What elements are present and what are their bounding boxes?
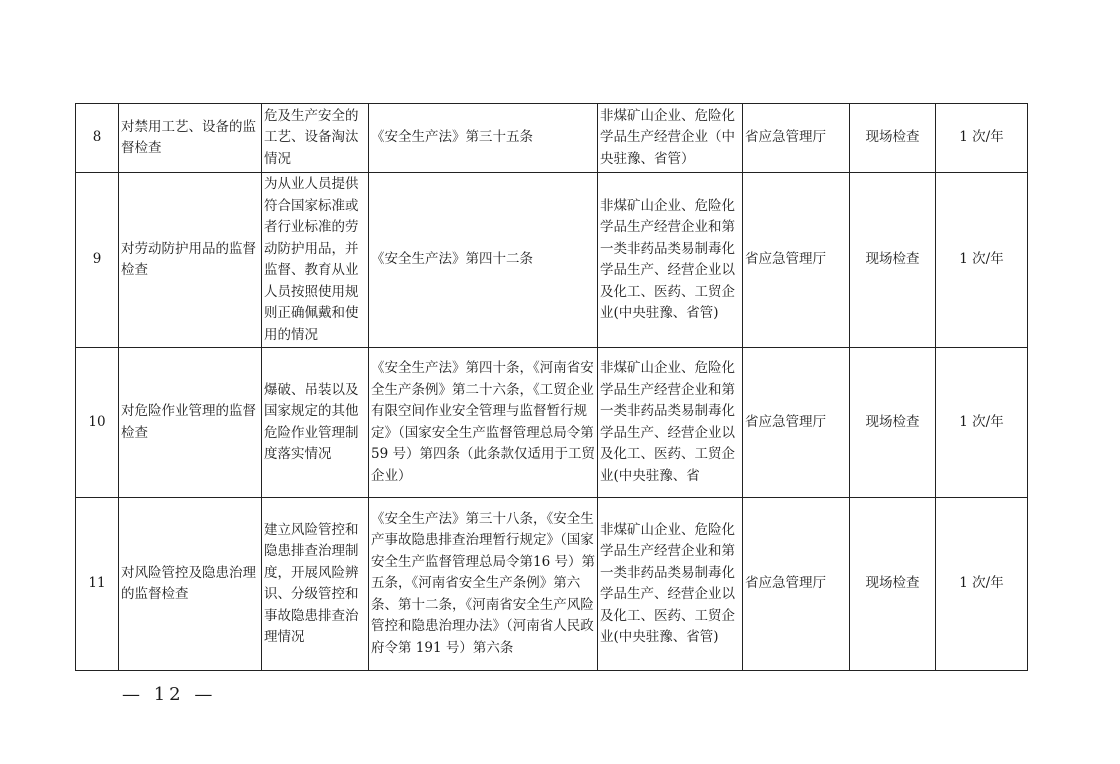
- department-cell: 省应急管理厅: [743, 498, 850, 671]
- inspection-frequency-cell: 1 次/年: [936, 348, 1028, 498]
- inspection-frequency-cell: 1 次/年: [936, 173, 1028, 348]
- inspection-content-cell: 爆破、吊装以及国家规定的其他危险作业管理制度落实情况: [262, 348, 369, 498]
- legal-basis-cell: 《安全生产法》第三十八条，《安全生产事故隐患排查治理暂行规定》（国家安全生产监督管理总局令第16 号）第五条，《河南省安全生产条例》第六条、第十二条，《河南省安全生产风险管控和隐患治理办法》（河南省人民政府令第 191 号）第六条: [369, 498, 598, 671]
- row-number-cell: 8: [76, 104, 119, 173]
- table-row: [76, 498, 1028, 671]
- row-number-cell: 10: [76, 348, 119, 498]
- inspection-method-cell: 现场检查: [850, 348, 936, 498]
- department-cell: 省应急管理厅: [743, 173, 850, 348]
- table-row: [76, 348, 1028, 498]
- inspection-scope-cell: 非煤矿山企业、危险化学品生产经营企业和第一类非药品类易制毒化学品生产、经营企业以及化工、医药、工贸企业(中央驻豫、省管): [598, 173, 743, 348]
- department-cell: 省应急管理厅: [743, 348, 850, 498]
- legal-basis-cell: 《安全生产法》第四十二条: [369, 173, 598, 348]
- inspection-frequency-cell: 1 次/年: [936, 498, 1028, 671]
- inspection-item-cell: 对危险作业管理的监督检查: [119, 348, 262, 498]
- inspection-scope-cell: 非煤矿山企业、危险化学品生产经营企业和第一类非药品类易制毒化学品生产、经营企业以及化工、医药、工贸企业(中央驻豫、省: [598, 348, 743, 498]
- legal-basis-cell: 《安全生产法》第三十五条: [369, 104, 598, 173]
- department-cell: 省应急管理厅: [743, 104, 850, 173]
- inspection-method-cell: 现场检查: [850, 173, 936, 348]
- inspection-method-cell: 现场检查: [850, 104, 936, 173]
- page-number: — 12 —: [122, 684, 217, 705]
- legal-basis-cell: 《安全生产法》第四十条，《河南省安全生产条例》第二十六条，《工贸企业有限空间作业安全管理与监督暂行规定》（国家安全生产监督管理总局令第 59 号）第四条（此条款仅适用于工贸企业）: [369, 348, 598, 498]
- inspection-frequency-cell: 1 次/年: [936, 104, 1028, 173]
- table-row: [76, 173, 1028, 348]
- inspection-method-cell: 现场检查: [850, 498, 936, 671]
- inspection-content-cell: 危及生产安全的工艺、设备淘汰情况: [262, 104, 369, 173]
- inspection-content-cell: 建立风险管控和隐患排查治理制度，开展风险辨识、分级管控和事故隐患排查治理情况: [262, 498, 369, 671]
- row-number-cell: 11: [76, 498, 119, 671]
- inspection-content-cell: 为从业人员提供符合国家标准或者行业标准的劳动防护用品，并监督、教育从业人员按照使用规则正确佩戴和使用的情况: [262, 173, 369, 348]
- inspection-item-cell: 对禁用工艺、设备的监督检查: [119, 104, 262, 173]
- inspection-items-table: [75, 103, 1028, 671]
- table-row: [76, 104, 1028, 173]
- inspection-item-cell: 对风险管控及隐患治理的监督检查: [119, 498, 262, 671]
- inspection-item-cell: 对劳动防护用品的监督检查: [119, 173, 262, 348]
- row-number-cell: 9: [76, 173, 119, 348]
- inspection-scope-cell: 非煤矿山企业、危险化学品生产经营企业和第一类非药品类易制毒化学品生产、经营企业以及化工、医药、工贸企业(中央驻豫、省管): [598, 498, 743, 671]
- inspection-scope-cell: 非煤矿山企业、危险化学品生产经营企业（中央驻豫、省管）: [598, 104, 743, 173]
